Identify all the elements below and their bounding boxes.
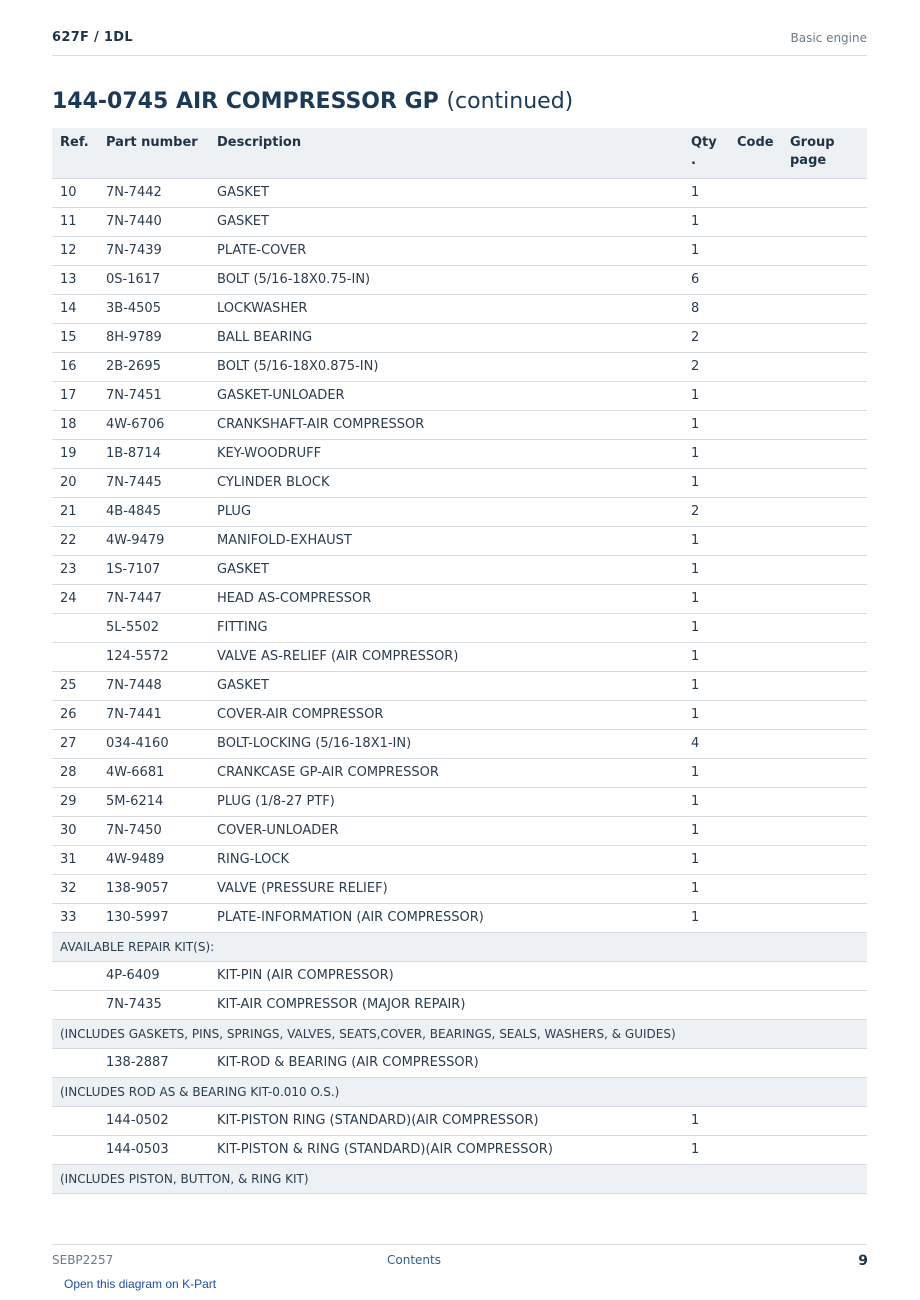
code-cell [729,411,782,440]
qty-cell: 1 [683,556,729,585]
qty-cell: 1 [683,643,729,672]
table-row [52,1136,867,1165]
page-title [52,89,573,114]
table-note-row [52,1020,867,1049]
qty-cell [683,991,729,1020]
part-number-cell: 124-5572 [98,643,209,672]
group-page-cell [782,788,867,817]
note-text: (INCLUDES GASKETS, PINS, SPRINGS, VALVES, SEATS,COVER, BEARINGS, SEALS, WASHERS, & GUIDES) [52,1020,867,1049]
qty-cell: 2 [683,324,729,353]
description-cell: COVER-AIR COMPRESSOR [209,701,683,730]
group-page-cell [782,266,867,295]
group-page-cell [782,556,867,585]
table-row [52,991,867,1020]
table-row [52,701,867,730]
description-cell: PLATE-INFORMATION (AIR COMPRESSOR) [209,904,683,933]
table-row [52,759,867,788]
qty-cell: 1 [683,701,729,730]
description-cell: GASKET [209,208,683,237]
table-row [52,556,867,585]
table-row [52,498,867,527]
part-number-cell: 3B-4505 [98,295,209,324]
qty-cell: 1 [683,527,729,556]
part-number-cell: 8H-9789 [98,324,209,353]
description-cell: GASKET-UNLOADER [209,382,683,411]
table-row [52,237,867,266]
part-number-cell: 7N-7450 [98,817,209,846]
note-text: AVAILABLE REPAIR KIT(S): [52,933,867,962]
part-number-cell: 144-0502 [98,1107,209,1136]
qty-cell: 1 [683,440,729,469]
part-number-cell: 4B-4845 [98,498,209,527]
code-cell [729,469,782,498]
table-header-row [52,128,867,179]
group-page-cell [782,411,867,440]
parts-table [52,128,867,1194]
part-number-cell: 034-4160 [98,730,209,759]
table-note-row [52,933,867,962]
qty-cell: 1 [683,759,729,788]
qty-cell: 1 [683,1107,729,1136]
group-page-cell [782,701,867,730]
qty-cell: 1 [683,672,729,701]
qty-cell [683,962,729,991]
description-cell: PLUG [209,498,683,527]
part-number-cell: 1B-8714 [98,440,209,469]
group-page-cell [782,1107,867,1136]
description-cell: BOLT-LOCKING (5/16-18X1-IN) [209,730,683,759]
table-note-row [52,1165,867,1194]
group-page-cell [782,614,867,643]
table-row [52,1049,867,1078]
code-cell [729,498,782,527]
table-row [52,353,867,382]
group-page-cell [782,904,867,933]
code-cell [729,730,782,759]
description-cell: COVER-UNLOADER [209,817,683,846]
table-row [52,614,867,643]
table-row [52,672,867,701]
table-row [52,295,867,324]
code-cell [729,295,782,324]
description-cell: KIT-PIN (AIR COMPRESSOR) [209,962,683,991]
description-cell: GASKET [209,556,683,585]
ref-cell: 19 [52,440,98,469]
ref-cell: 23 [52,556,98,585]
description-cell: KIT-ROD & BEARING (AIR COMPRESSOR) [209,1049,683,1078]
group-page-cell [782,1049,867,1078]
code-cell [729,643,782,672]
ref-cell [52,1107,98,1136]
part-number-cell: 4W-6681 [98,759,209,788]
group-page-cell [782,440,867,469]
part-number-cell: 5M-6214 [98,788,209,817]
table-row [52,527,867,556]
description-cell: LOCKWASHER [209,295,683,324]
page-header [52,28,867,56]
qty-cell [683,1049,729,1078]
code-cell [729,991,782,1020]
ref-cell: 14 [52,295,98,324]
ref-cell: 20 [52,469,98,498]
group-page-cell [782,527,867,556]
table-row [52,962,867,991]
ref-cell: 17 [52,382,98,411]
code-cell [729,788,782,817]
group-page-cell [782,295,867,324]
code-cell [729,846,782,875]
part-number-cell: 5L-5502 [98,614,209,643]
code-cell [729,614,782,643]
table-row [52,411,867,440]
part-number-cell: 138-9057 [98,875,209,904]
group-page-cell [782,875,867,904]
group-page-cell [782,498,867,527]
ref-cell: 32 [52,875,98,904]
ref-cell: 10 [52,179,98,208]
code-cell [729,179,782,208]
description-cell: KIT-AIR COMPRESSOR (MAJOR REPAIR) [209,991,683,1020]
group-page-cell [782,1136,867,1165]
qty-cell: 1 [683,817,729,846]
description-cell: CRANKSHAFT-AIR COMPRESSOR [209,411,683,440]
table-row [52,266,867,295]
code-cell [729,904,782,933]
table-row [52,469,867,498]
part-number-cell: 7N-7435 [98,991,209,1020]
ref-cell [52,962,98,991]
ref-cell: 15 [52,324,98,353]
table-row [52,904,867,933]
section-label: Basic engine [790,31,867,45]
table-row [52,788,867,817]
part-number-cell: 130-5997 [98,904,209,933]
col-header-ref: Ref. [52,128,98,179]
description-cell: PLATE-COVER [209,237,683,266]
qty-cell: 4 [683,730,729,759]
group-page-cell [782,324,867,353]
table-row [52,440,867,469]
group-page-cell [782,382,867,411]
kpart-link[interactable]: Open this diagram on K-Part [64,1277,217,1291]
qty-cell: 1 [683,237,729,266]
group-page-cell [782,469,867,498]
description-cell: MANIFOLD-EXHAUST [209,527,683,556]
description-cell: CRANKCASE GP-AIR COMPRESSOR [209,759,683,788]
qty-cell: 1 [683,179,729,208]
ref-cell: 25 [52,672,98,701]
code-cell [729,701,782,730]
group-page-cell [782,208,867,237]
part-number-cell: 138-2887 [98,1049,209,1078]
qty-cell: 1 [683,469,729,498]
code-cell [729,324,782,353]
description-cell: BOLT (5/16-18X0.75-IN) [209,266,683,295]
code-cell [729,353,782,382]
description-cell: RING-LOCK [209,846,683,875]
code-cell [729,527,782,556]
qty-cell: 1 [683,411,729,440]
ref-cell [52,991,98,1020]
model-label: 627F / 1DL [52,30,133,45]
table-row [52,324,867,353]
ref-cell [52,614,98,643]
qty-cell: 1 [683,1136,729,1165]
part-number-cell: 7N-7439 [98,237,209,266]
group-page-cell [782,962,867,991]
note-text: (INCLUDES ROD AS & BEARING KIT-0.010 O.S.) [52,1078,867,1107]
description-cell: CYLINDER BLOCK [209,469,683,498]
ref-cell: 21 [52,498,98,527]
code-cell [729,1136,782,1165]
part-number-cell: 7N-7442 [98,179,209,208]
part-number-cell: 2B-2695 [98,353,209,382]
ref-cell: 12 [52,237,98,266]
table-row [52,643,867,672]
group-page-cell [782,353,867,382]
group-page-cell [782,817,867,846]
document-code: SEBP2257 [52,1253,114,1267]
description-cell: GASKET [209,179,683,208]
footer-divider [52,1244,867,1245]
code-cell [729,759,782,788]
part-number-cell: 7N-7451 [98,382,209,411]
part-number-cell: 144-0503 [98,1136,209,1165]
part-number-cell: 7N-7448 [98,672,209,701]
table-note-row [52,1078,867,1107]
ref-cell: 16 [52,353,98,382]
qty-cell: 6 [683,266,729,295]
code-cell [729,962,782,991]
ref-cell [52,643,98,672]
part-number-cell: 4W-6706 [98,411,209,440]
table-row [52,875,867,904]
description-cell: KEY-WOODRUFF [209,440,683,469]
group-page-cell [782,585,867,614]
description-cell: BOLT (5/16-18X0.875-IN) [209,353,683,382]
part-number-cell: 4W-9479 [98,527,209,556]
part-number-cell: 4W-9489 [98,846,209,875]
part-number-cell: 7N-7440 [98,208,209,237]
table-row [52,817,867,846]
code-cell [729,1107,782,1136]
page-number: 9 [858,1253,868,1269]
description-cell: GASKET [209,672,683,701]
ref-cell [52,1049,98,1078]
qty-cell: 1 [683,904,729,933]
code-cell [729,237,782,266]
group-page-cell [782,237,867,266]
qty-cell: 1 [683,875,729,904]
title-suffix: (continued) [446,89,574,114]
description-cell: KIT-PISTON & RING (STANDARD)(AIR COMPRESSOR) [209,1136,683,1165]
title-part-group: 144-0745 AIR COMPRESSOR GP [52,89,439,114]
col-header-code: Code [729,128,782,179]
part-number-cell: 0S-1617 [98,266,209,295]
ref-cell: 24 [52,585,98,614]
description-cell: BALL BEARING [209,324,683,353]
part-number-cell: 7N-7447 [98,585,209,614]
ref-cell: 26 [52,701,98,730]
description-cell: PLUG (1/8-27 PTF) [209,788,683,817]
code-cell [729,440,782,469]
code-cell [729,585,782,614]
code-cell [729,208,782,237]
ref-cell: 28 [52,759,98,788]
note-text: (INCLUDES PISTON, BUTTON, & RING KIT) [52,1165,867,1194]
group-page-cell [782,991,867,1020]
code-cell [729,556,782,585]
ref-cell: 22 [52,527,98,556]
qty-cell: 2 [683,353,729,382]
table-row [52,730,867,759]
code-cell [729,382,782,411]
ref-cell: 27 [52,730,98,759]
group-page-cell [782,846,867,875]
part-number-cell: 7N-7445 [98,469,209,498]
table-row [52,1107,867,1136]
code-cell [729,875,782,904]
col-header-qty: Qty . [683,128,729,179]
ref-cell: 33 [52,904,98,933]
part-number-cell: 1S-7107 [98,556,209,585]
code-cell [729,266,782,295]
code-cell [729,1049,782,1078]
code-cell [729,672,782,701]
description-cell: FITTING [209,614,683,643]
table-row [52,585,867,614]
ref-cell: 29 [52,788,98,817]
table-row [52,208,867,237]
ref-cell: 31 [52,846,98,875]
part-number-cell: 4P-6409 [98,962,209,991]
qty-cell: 1 [683,788,729,817]
parts-table-body [52,179,867,1194]
table-row [52,179,867,208]
qty-cell: 2 [683,498,729,527]
description-cell: VALVE (PRESSURE RELIEF) [209,875,683,904]
ref-cell: 11 [52,208,98,237]
col-header-description: Description [209,128,683,179]
col-header-group-page: Group page [782,128,867,179]
qty-cell: 1 [683,585,729,614]
qty-cell: 1 [683,846,729,875]
part-number-cell: 7N-7441 [98,701,209,730]
description-cell: HEAD AS-COMPRESSOR [209,585,683,614]
qty-cell: 1 [683,614,729,643]
qty-cell: 1 [683,382,729,411]
description-cell: KIT-PISTON RING (STANDARD)(AIR COMPRESSOR) [209,1107,683,1136]
qty-cell: 1 [683,208,729,237]
group-page-cell [782,759,867,788]
col-header-part-number: Part number [98,128,209,179]
description-cell: VALVE AS-RELIEF (AIR COMPRESSOR) [209,643,683,672]
ref-cell: 13 [52,266,98,295]
contents-link[interactable]: Contents [387,1253,441,1267]
table-row [52,382,867,411]
table-row [52,846,867,875]
group-page-cell [782,643,867,672]
code-cell [729,817,782,846]
group-page-cell [782,672,867,701]
ref-cell: 18 [52,411,98,440]
qty-cell: 8 [683,295,729,324]
group-page-cell [782,730,867,759]
group-page-cell [782,179,867,208]
ref-cell [52,1136,98,1165]
ref-cell: 30 [52,817,98,846]
